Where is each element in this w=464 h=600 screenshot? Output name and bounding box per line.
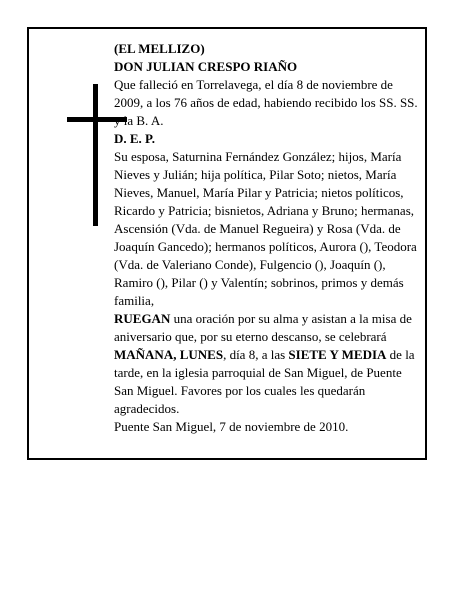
- mass-request-text-2: , día 8, a las: [223, 347, 289, 362]
- cross-vertical-bar: [93, 84, 98, 226]
- deceased-name: DON JULIAN CRESPO RIAÑO: [114, 59, 298, 74]
- obituary-text: [114, 40, 420, 436]
- mass-request: [114, 310, 420, 418]
- mass-request-text-3: de la tarde, en la iglesia parroquial de San Miguel, de Puente San Miguel. Favores por los cuales les quedarán agradecidos.: [114, 347, 415, 416]
- rest-in-peace: D. E. P.: [114, 131, 156, 146]
- mass-time: SIETE Y MEDIA: [288, 347, 387, 362]
- place-and-date: Puente San Miguel, 7 de noviembre de 2010.: [114, 419, 349, 434]
- family-list: Su esposa, Saturnina Fernández González; hijos, María Nieves y Julián; hija política, Pilar Soto; nietos, María Nieves, Manuel, María Pilar y Patricia; nietos políticos, Ricardo y Patricia; bisnietos, Adriana y Bruno; hermanas, Ascensión (Vda. de Manuel Regueira) y Rosa (Vda. de Joaquín Gancedo); hermanos políticos, Aurora (), Teodora (Vda. de Valeriano Conde), Fulgencio (), Joaquín (), Ramiro (), Pilar () y Valentín; sobrinos, primos y demás familia,: [114, 149, 417, 308]
- mass-day: MAÑANA, LUNES: [114, 347, 224, 362]
- mass-request-text-1: una oración por su alma y asistan a la misa de aniversario que, por su eterno descanso, se celebrará: [114, 311, 412, 344]
- ruegan-label: RUEGAN: [114, 311, 171, 326]
- death-details: Que falleció en Torrelavega, el día 8 de noviembre de 2009, a los 76 años de edad, habiendo recibido los SS. SS. y la B. A.: [114, 77, 418, 128]
- deceased-nickname: (EL MELLIZO): [114, 41, 205, 56]
